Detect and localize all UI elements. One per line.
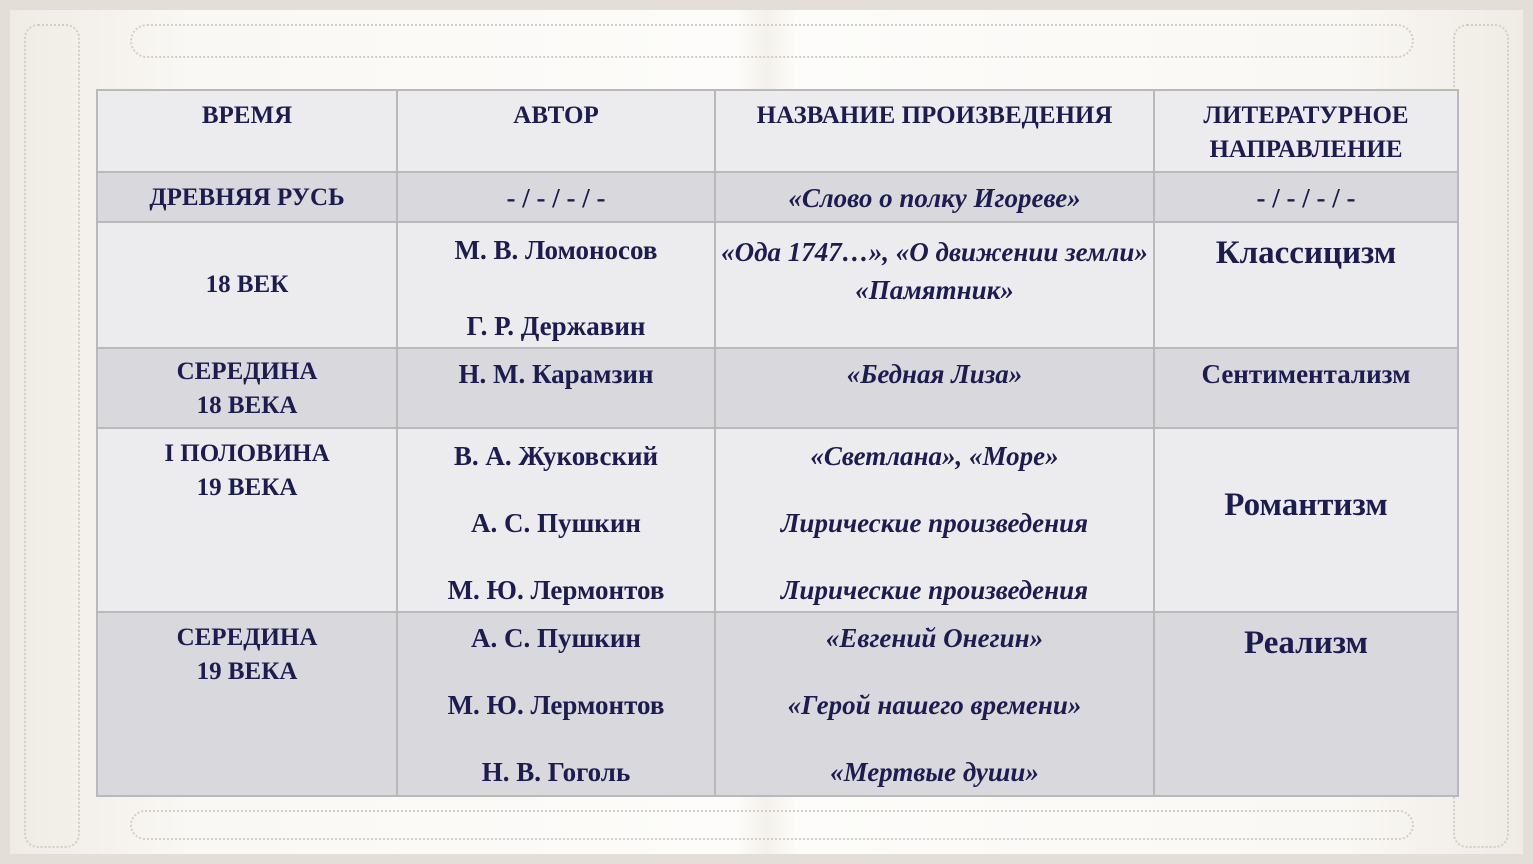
table-row — [97, 172, 1458, 222]
time-text: ДРЕВНЯЯ РУСЬ — [149, 184, 345, 211]
decorative-border-top — [130, 24, 1414, 58]
time-cell — [97, 612, 397, 796]
author-text: Н. М. Карамзин — [458, 359, 654, 389]
work-text: «Слово о полку Игореве» — [788, 183, 1081, 213]
decorative-border-left — [24, 24, 80, 848]
work-text: «Бедная Лиза» — [846, 359, 1023, 389]
direction-cell — [1154, 348, 1458, 428]
decorative-border-bottom — [130, 810, 1414, 840]
direction-cell — [1154, 612, 1458, 796]
table-row — [97, 612, 1458, 796]
literature-table — [96, 89, 1459, 797]
direction-text: - / - / - / - — [1256, 183, 1356, 213]
work-cell — [715, 428, 1154, 612]
time-text: 19 ВЕКА — [196, 474, 298, 501]
author-text: А. С. Пушкин — [471, 508, 641, 538]
work-text: «Мертвые души» — [830, 757, 1039, 787]
time-cell — [97, 172, 397, 222]
decorative-border-right — [1453, 24, 1509, 848]
header-time: ВРЕМЯ — [97, 90, 397, 172]
author-cell — [397, 172, 715, 222]
author-text: - / - / - / - — [506, 183, 606, 213]
author-cell — [397, 222, 715, 348]
table-header-row — [97, 90, 1458, 172]
time-text: 18 ВЕКА — [196, 392, 298, 419]
direction-text: Романтизм — [1224, 487, 1388, 523]
author-text: М. Ю. Лермонтов — [447, 690, 665, 720]
author-cell — [397, 348, 715, 428]
author-text: М. Ю. Лермонтов — [447, 575, 665, 605]
table-row — [97, 348, 1458, 428]
work-text: «Герой нашего времени» — [787, 690, 1082, 720]
time-text: СЕРЕДИНА — [176, 624, 318, 651]
author-text: М. В. Ломоносов — [454, 235, 658, 265]
table-row — [97, 222, 1458, 348]
author-cell — [397, 428, 715, 612]
table-row — [97, 428, 1458, 612]
header-work-title: НАЗВАНИЕ ПРОИЗВЕДЕНИЯ — [715, 90, 1154, 172]
work-cell — [715, 172, 1154, 222]
author-text: А. С. Пушкин — [471, 623, 641, 653]
author-text: Г. Р. Державин — [466, 311, 646, 341]
direction-text: Классицизм — [1215, 235, 1397, 271]
work-text: Лирические произведения — [780, 508, 1089, 538]
author-text: Н. В. Гоголь — [481, 757, 631, 787]
work-text: «Светлана», «Море» — [810, 441, 1059, 471]
work-cell — [715, 348, 1154, 428]
time-text: I ПОЛОВИНА — [164, 440, 330, 467]
direction-text: Сентиментализм — [1201, 359, 1411, 389]
work-cell — [715, 222, 1154, 348]
time-text: СЕРЕДИНА — [176, 358, 318, 385]
work-text: «Евгений Онегин» — [825, 623, 1044, 653]
direction-cell — [1154, 222, 1458, 348]
time-cell — [97, 348, 397, 428]
direction-cell — [1154, 428, 1458, 612]
work-text: «Ода 1747…», «О движении земли» — [721, 237, 1148, 267]
header-author: АВТОР — [397, 90, 715, 172]
work-text: Лирические произведения — [780, 575, 1089, 605]
author-cell — [397, 612, 715, 796]
direction-cell — [1154, 172, 1458, 222]
header-literary-direction: ЛИТЕРАТУРНОЕ НАПРАВЛЕНИЕ — [1154, 90, 1458, 172]
time-text: 19 ВЕКА — [196, 658, 298, 685]
direction-text: Реализм — [1244, 625, 1368, 661]
time-cell — [97, 428, 397, 612]
author-text: В. А. Жуковский — [453, 441, 659, 471]
time-text: 18 ВЕК — [205, 271, 289, 298]
time-cell — [97, 222, 397, 348]
work-cell — [715, 612, 1154, 796]
work-text: «Памятник» — [855, 275, 1014, 305]
